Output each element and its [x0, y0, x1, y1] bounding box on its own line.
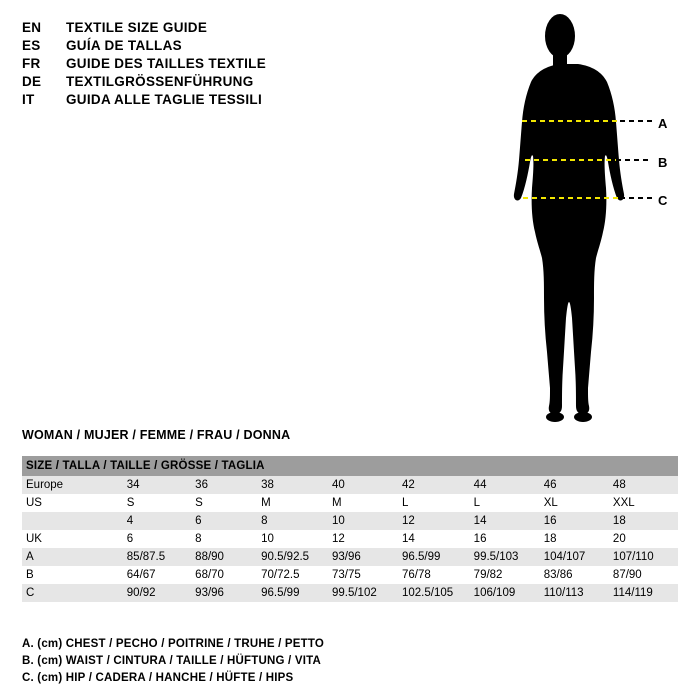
measure-label-c: C: [658, 193, 668, 208]
cell-b-8: 87/90: [609, 566, 678, 584]
cell-a-5: 96.5/99: [398, 548, 470, 566]
cell-c-4: 99.5/102: [328, 584, 398, 602]
legend-block: [22, 636, 324, 687]
cell-usnum-3: 8: [257, 512, 328, 530]
row-label-us: US: [22, 494, 123, 512]
table-row: [22, 494, 678, 512]
cell-us-8: XXL: [609, 494, 678, 512]
title-row-es: [22, 38, 322, 53]
cell-c-2: 93/96: [191, 584, 257, 602]
cell-uk-7: 18: [540, 530, 609, 548]
language-code-en: EN: [22, 20, 42, 35]
row-label-us-numeric: [22, 512, 123, 530]
section-heading: WOMAN / MUJER / FEMME / FRAU / DONNA: [22, 428, 291, 442]
cell-europe-2: 36: [191, 476, 257, 494]
cell-c-8: 114/119: [609, 584, 678, 602]
size-table: [22, 456, 678, 602]
title-text-de: TEXTILGRÖSSENFÜHRUNG: [66, 74, 254, 89]
cell-b-2: 68/70: [191, 566, 257, 584]
cell-usnum-8: 18: [609, 512, 678, 530]
cell-uk-1: 6: [123, 530, 191, 548]
title-text-fr: GUIDE DES TAILLES TEXTILE: [66, 56, 267, 71]
cell-b-4: 73/75: [328, 566, 398, 584]
title-row-fr: [22, 56, 322, 71]
row-label-uk: UK: [22, 530, 123, 548]
table-row: [22, 512, 678, 530]
title-row-en: [22, 20, 322, 35]
cell-us-3: M: [257, 494, 328, 512]
cell-b-7: 83/86: [540, 566, 609, 584]
cell-europe-5: 42: [398, 476, 470, 494]
cell-uk-6: 16: [470, 530, 540, 548]
cell-uk-4: 12: [328, 530, 398, 548]
cell-usnum-2: 6: [191, 512, 257, 530]
figure-diagram: [470, 8, 690, 428]
table-row: [22, 476, 678, 494]
cell-a-4: 93/96: [328, 548, 398, 566]
cell-uk-3: 10: [257, 530, 328, 548]
table-row: [22, 530, 678, 548]
cell-us-2: S: [191, 494, 257, 512]
cell-usnum-7: 16: [540, 512, 609, 530]
cell-us-5: L: [398, 494, 470, 512]
language-code-it: IT: [22, 92, 35, 107]
table-header-row: [22, 456, 678, 476]
cell-a-3: 90.5/92.5: [257, 548, 328, 566]
cell-europe-3: 38: [257, 476, 328, 494]
cell-c-5: 102.5/105: [398, 584, 470, 602]
table-header-label: SIZE / TALLA / TAILLE / GRÖSSE / TAGLIA: [22, 456, 678, 476]
cell-b-3: 70/72.5: [257, 566, 328, 584]
cell-c-1: 90/92: [123, 584, 191, 602]
cell-uk-8: 20: [609, 530, 678, 548]
female-body-silhouette-icon: [470, 8, 690, 428]
cell-b-6: 79/82: [470, 566, 540, 584]
row-label-b: B: [22, 566, 123, 584]
title-row-de: [22, 74, 322, 89]
cell-c-3: 96.5/99: [257, 584, 328, 602]
cell-europe-7: 46: [540, 476, 609, 494]
table-row: [22, 566, 678, 584]
legend-line-a: A. (cm) CHEST / PECHO / POITRINE / TRUHE / PETTO: [22, 638, 325, 650]
cell-uk-5: 14: [398, 530, 470, 548]
language-code-de: DE: [22, 74, 42, 89]
table-row: [22, 584, 678, 602]
cell-us-6: L: [470, 494, 540, 512]
cell-c-6: 106/109: [470, 584, 540, 602]
title-row-it: [22, 92, 322, 107]
measure-label-b: B: [658, 155, 668, 170]
row-label-a: A: [22, 548, 123, 566]
title-text-it: GUIDA ALLE TAGLIE TESSILI: [66, 92, 262, 107]
title-text-es: GUÍA DE TALLAS: [66, 38, 182, 53]
cell-us-4: M: [328, 494, 398, 512]
cell-us-7: XL: [540, 494, 609, 512]
cell-usnum-5: 12: [398, 512, 470, 530]
cell-europe-4: 40: [328, 476, 398, 494]
language-code-fr: FR: [22, 56, 41, 71]
cell-usnum-6: 14: [470, 512, 540, 530]
cell-a-8: 107/110: [609, 548, 678, 566]
language-code-es: ES: [22, 38, 41, 53]
cell-b-1: 64/67: [123, 566, 191, 584]
cell-a-6: 99.5/103: [470, 548, 540, 566]
title-text-en: TEXTILE SIZE GUIDE: [66, 20, 208, 35]
measure-label-a: A: [658, 116, 668, 131]
title-block: [22, 20, 322, 110]
cell-us-1: S: [123, 494, 191, 512]
cell-europe-8: 48: [609, 476, 678, 494]
table-row: [22, 548, 678, 566]
cell-a-2: 88/90: [191, 548, 257, 566]
cell-usnum-1: 4: [123, 512, 191, 530]
cell-b-5: 76/78: [398, 566, 470, 584]
cell-a-1: 85/87.5: [123, 548, 191, 566]
row-label-europe: Europe: [22, 476, 123, 494]
row-label-c: C: [22, 584, 123, 602]
cell-usnum-4: 10: [328, 512, 398, 530]
cell-uk-2: 8: [191, 530, 257, 548]
cell-a-7: 104/107: [540, 548, 609, 566]
legend-line-b: B. (cm) WAIST / CINTURA / TAILLE / HÜFTUNG / VITA: [22, 655, 321, 667]
cell-europe-1: 34: [123, 476, 191, 494]
cell-c-7: 110/113: [540, 584, 609, 602]
legend-line-c: C. (cm) HIP / CADERA / HANCHE / HÜFTE / HIPS: [22, 672, 294, 684]
cell-europe-6: 44: [470, 476, 540, 494]
